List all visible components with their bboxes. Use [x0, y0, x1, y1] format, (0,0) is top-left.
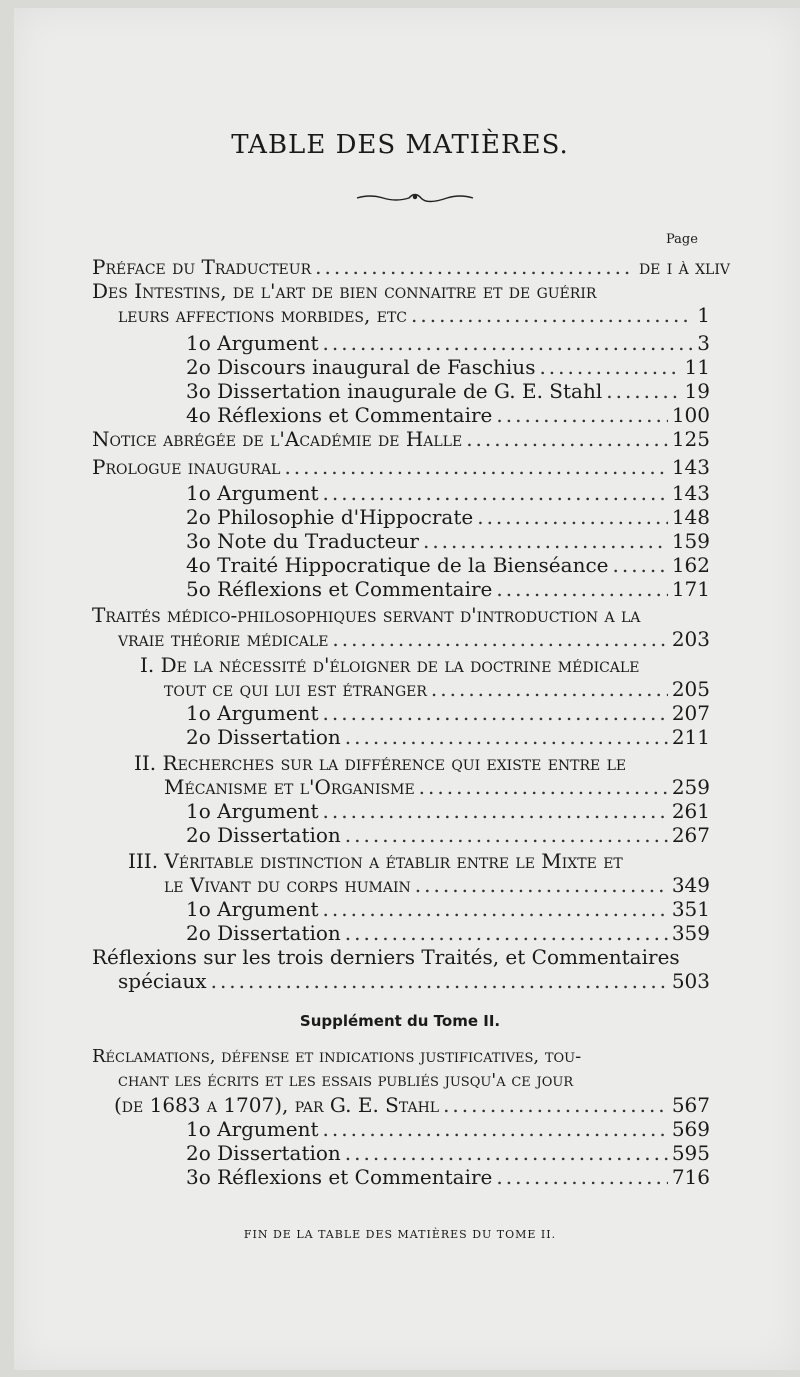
toc-entry: Mécanisme et l'Organisme ..... 259	[164, 775, 710, 799]
toc-subentry: 2o Discours inaugural de Faschius ..... 11	[186, 355, 710, 379]
toc-subentry: 1o Argument ..... 3	[186, 331, 710, 355]
toc-subentry: 2o Dissertation ..... 267	[186, 823, 710, 847]
toc-entry: Préface du Traducteur ..... de i à xliv	[92, 255, 730, 279]
toc-subentry: 3o Réflexions et Commentaire ..... 716	[186, 1165, 710, 1189]
toc-subentry: 1o Argument ..... 351	[186, 897, 710, 921]
toc-entry-line2: chant les écrits et les essais publiés jusqu'a ce jour	[118, 1070, 574, 1091]
toc-subentry: 2o Dissertation ..... 211	[186, 725, 710, 749]
toc-subentry: 1o Argument ..... 569	[186, 1117, 710, 1141]
toc-entry: (de 1683 a 1707), par G. E. Stahl ..... 567	[114, 1093, 710, 1117]
toc-subentry: 1o Argument ..... 207	[186, 701, 710, 725]
ornament-divider	[355, 188, 475, 206]
toc-subentry: 5o Réflexions et Commentaire ..... 171	[186, 577, 710, 601]
toc-entry: tout ce qui lui est étranger ..... 205	[164, 677, 710, 701]
toc-entry: vraie théorie médicale ..... 203	[118, 627, 710, 651]
toc-entry-line1: I. De la nécessité d'éloigner de la doctrine médicale	[140, 653, 640, 677]
toc-subentry: 2o Philosophie d'Hippocrate ..... 148	[186, 505, 710, 529]
toc-subentry: 4o Traité Hippocratique de la Bienséance ..... 162	[186, 553, 710, 577]
toc-subentry: 1o Argument ..... 143	[186, 481, 710, 505]
supplement-heading: Supplément du Tome II.	[299, 1012, 501, 1030]
footer-note: FIN DE LA TABLE DES MATIÈRES DU TOME II.	[243, 1228, 557, 1241]
toc-entry-line1: III. Véritable distinction a établir entre le Mixte et	[128, 849, 623, 873]
toc-subentry: 2o Dissertation ..... 359	[186, 921, 710, 945]
page-title: TABLE DES MATIÈRES.	[231, 130, 569, 160]
toc-entry-line1: Traités médico-philosophiques servant d'introduction a la	[92, 603, 641, 627]
toc-entry-line1: Réclamations, défense et indications justificatives, tou-	[92, 1046, 582, 1067]
toc-entry: Notice abrégée de l'Académie de Halle ..... 125	[92, 427, 710, 451]
toc-entry: le Vivant du corps humain ..... 349	[164, 873, 710, 897]
toc-entry: Prologue inaugural ..... 143	[92, 455, 710, 479]
toc-subentry: 1o Argument ..... 261	[186, 799, 710, 823]
toc-entry-line1: II. Recherches sur la différence qui existe entre le	[134, 751, 627, 775]
toc-subentry: 3o Note du Traducteur ..... 159	[186, 529, 710, 553]
toc-entry-line1: Des Intestins, de l'art de bien connaitre et de guérir	[92, 279, 597, 303]
toc-subentry: 2o Dissertation ..... 595	[186, 1141, 710, 1165]
toc-subentry: 3o Dissertation inaugurale de G. E. Stahl ..... 19	[186, 379, 710, 403]
toc-entry: leurs affections morbides, etc ..... 1	[118, 303, 710, 327]
toc-subentry: 4o Réflexions et Commentaire ..... 100	[186, 403, 710, 427]
toc-entry: spéciaux ..... 503	[118, 969, 710, 993]
page-column-header: Page	[666, 232, 698, 247]
toc-entry-line1: Réflexions sur les trois derniers Traités, et Commentaires	[92, 945, 680, 969]
